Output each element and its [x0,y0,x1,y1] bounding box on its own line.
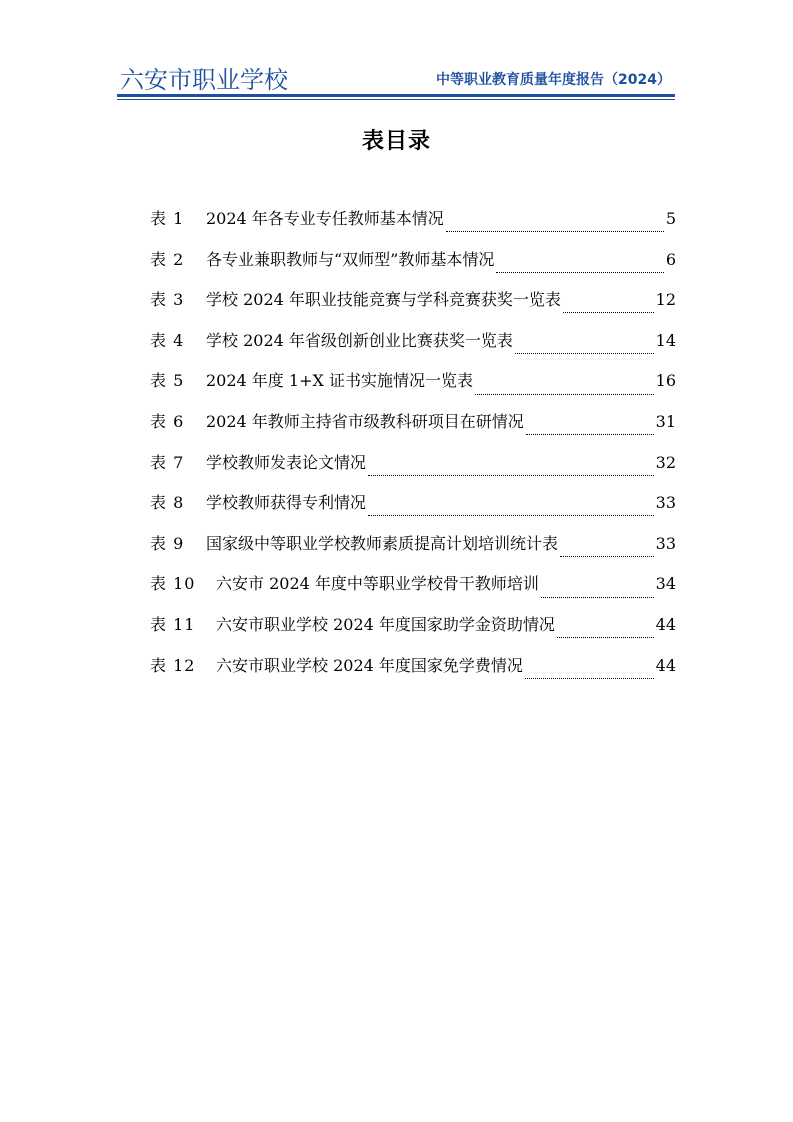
toc-entry-leader-dots [557,636,654,638]
toc-entry[interactable] [150,367,676,408]
toc-entry-leader-dots [496,271,663,273]
page-title: 表目录 [361,129,431,154]
toc-entry-leader-dots [563,311,654,313]
toc-entry-label: 表 12 [150,655,196,675]
toc-entry[interactable] [150,246,676,287]
toc-entry[interactable] [150,408,676,449]
toc-entry-page-number: 14 [655,330,676,350]
toc-entry-page-number: 32 [655,452,676,472]
page-header [117,54,675,102]
toc-entry-page-number: 31 [655,411,676,431]
toc-entry[interactable] [150,570,676,611]
toc-entry[interactable] [150,327,676,368]
toc-entry-leader-dots [541,596,654,598]
toc-entry-leader-dots [368,474,654,476]
toc-entry-page-number: 34 [655,574,676,594]
toc-entry-label: 表 1 [150,209,185,228]
toc-entry-page-number: 6 [665,249,676,269]
toc-entry-page-number: 44 [655,655,676,675]
toc-entry-label: 表 10 [150,574,196,594]
toc-entry-leader-dots [515,352,654,354]
toc-entry-title: 2024 年各专业专任教师基本情况 [206,209,444,228]
toc-entry-title: 国家级中等职业学校教师素质提高计划培训统计表 [206,533,559,553]
toc-entry-label: 表 6 [150,411,185,431]
toc-entry-label: 表 11 [150,614,196,634]
toc-entry-label: 表 5 [150,371,185,391]
toc-entry-leader-dots [368,514,654,516]
toc-entry-label: 表 3 [150,290,185,310]
toc-entry-leader-dots [446,230,664,232]
header-rule-thin [117,99,675,100]
toc-entry-title: 学校 2024 年省级创新创业比赛获奖一览表 [206,330,513,350]
toc-entry-leader-dots [526,433,654,435]
header-rule-thick [117,94,675,97]
report-title: 中等职业教育质量年度报告（2024） [436,72,671,88]
toc-entry-title: 六安市职业学校 2024 年度国家免学费情况 [216,655,523,675]
toc-entry-page-number: 33 [655,533,676,553]
toc-entry-title: 2024 年教师主持省市级教科研项目在研情况 [206,411,524,431]
toc-entry[interactable] [150,530,676,571]
toc-entry-title: 六安市职业学校 2024 年度国家助学金资助情况 [216,614,555,634]
toc-entry-title: 学校教师获得专利情况 [206,493,367,513]
toc-entry-title: 学校教师发表论文情况 [206,452,367,472]
toc-entry[interactable] [150,611,676,652]
toc-entry[interactable] [150,205,676,246]
toc-entry-leader-dots [525,677,654,679]
toc-entry-page-number: 16 [655,371,676,391]
toc-entry[interactable] [150,652,676,693]
toc-entry-title: 各专业兼职教师与“双师型”教师基本情况 [206,249,495,269]
toc-entry-title: 2024 年度 1+X 证书实施情况一览表 [206,371,473,391]
toc-entry-label: 表 2 [150,249,185,269]
toc-entry-label: 表 8 [150,493,185,513]
toc-entry-page-number: 12 [655,290,676,310]
toc-entry-label: 表 7 [150,452,185,472]
toc-entry-label: 表 9 [150,533,185,553]
toc-entry-leader-dots [475,393,654,395]
toc-entry-label: 表 4 [150,330,185,350]
toc-entry[interactable] [150,489,676,530]
toc-entry-title: 学校 2024 年职业技能竞赛与学科竞赛获奖一览表 [206,290,561,310]
toc-entry[interactable] [150,286,676,327]
toc-entry-leader-dots [560,555,654,557]
toc-entry-page-number: 44 [655,614,676,634]
school-name: 六安市职业学校 [120,66,288,94]
toc-entry[interactable] [150,449,676,490]
toc-entry-page-number: 5 [665,209,676,228]
table-of-contents [150,205,676,692]
toc-entry-page-number: 33 [655,493,676,513]
toc-entry-title: 六安市 2024 年度中等职业学校骨干教师培训 [216,574,539,594]
